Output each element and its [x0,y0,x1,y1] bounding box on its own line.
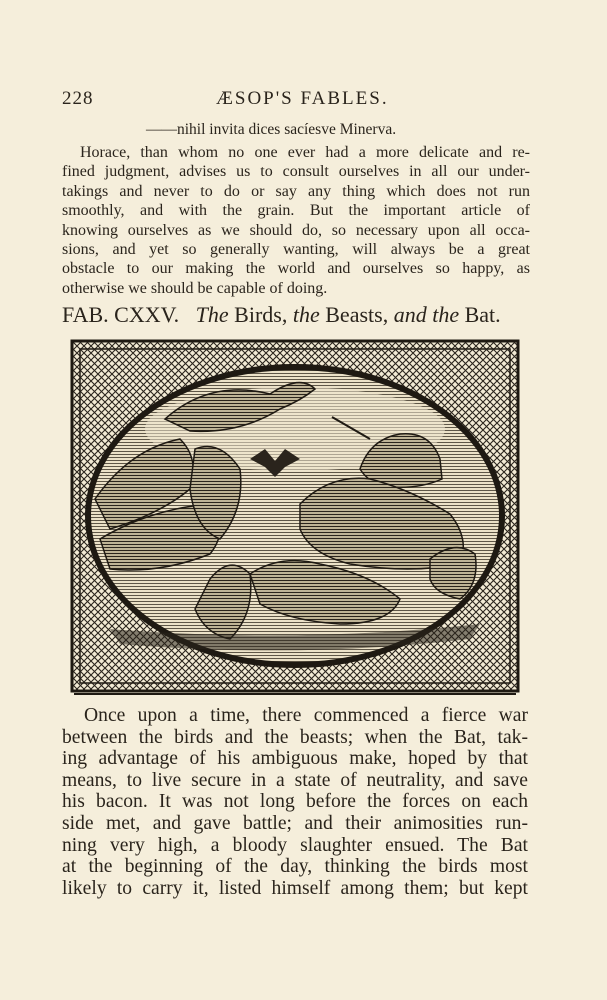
intro-line: sions, and yet so generally wanting, will always be a great [62,241,530,259]
body-line: Once upon a time, there commenced a fierce war [84,705,528,726]
running-head [62,88,536,110]
fable-title-word: Bat. [464,302,501,327]
fable-title-word: Beasts, [325,302,389,327]
intro-line: Horace, than whom no one ever had a more delicate and re- [80,144,530,161]
intro-line: otherwise we should be capable of doing. [62,279,328,297]
fable-title-word: and the [393,302,460,327]
book-title: ÆSOP'S FABLES. [216,88,389,109]
intro-paragraph [62,143,530,298]
body-line: at the beginning of the day, thinking the birds most [62,856,528,878]
fable-number: FAB. CXXV. [62,302,180,327]
fable-title-word: the [292,302,320,327]
body-line: between the birds and the beasts; when the Bat, tak- [62,726,528,748]
body-line: ning very high, a bloody slaughter ensued. The Bat [62,834,528,856]
page-number: 228 [62,88,94,109]
fable-title-word: Birds, [234,302,288,327]
body-line: side met, and gave battle; and their animosities run- [62,812,528,834]
epigraph: ——nihil invita dices sacíesve Minerva. [146,121,397,138]
body-line: likely to carry it, listed himself among them; but kept [62,877,528,899]
intro-line: obstacle to our making the world and ourselves so happy, as [62,260,530,278]
body-line: his bacon. It was not long before the forces on each [62,791,528,813]
fable-body [62,705,528,899]
body-line: means, to live secure in a state of neutrality, and save [62,769,528,791]
intro-line: smoothly, and with the grain. But the important article of [62,202,530,220]
fable-heading [62,302,528,328]
intro-line: fined judgment, advises us to consult ourselves in all our under- [62,163,530,181]
body-line: ing advantage of his ambiguous make, hoped by that [62,748,528,770]
intro-line: takings and never to do or say any thing which does not run [62,182,530,200]
intro-line: knowing ourselves as we should do, so necessary upon all occa- [62,221,530,239]
woodcut-illustration [70,339,520,696]
fable-title-word: The [195,302,229,327]
